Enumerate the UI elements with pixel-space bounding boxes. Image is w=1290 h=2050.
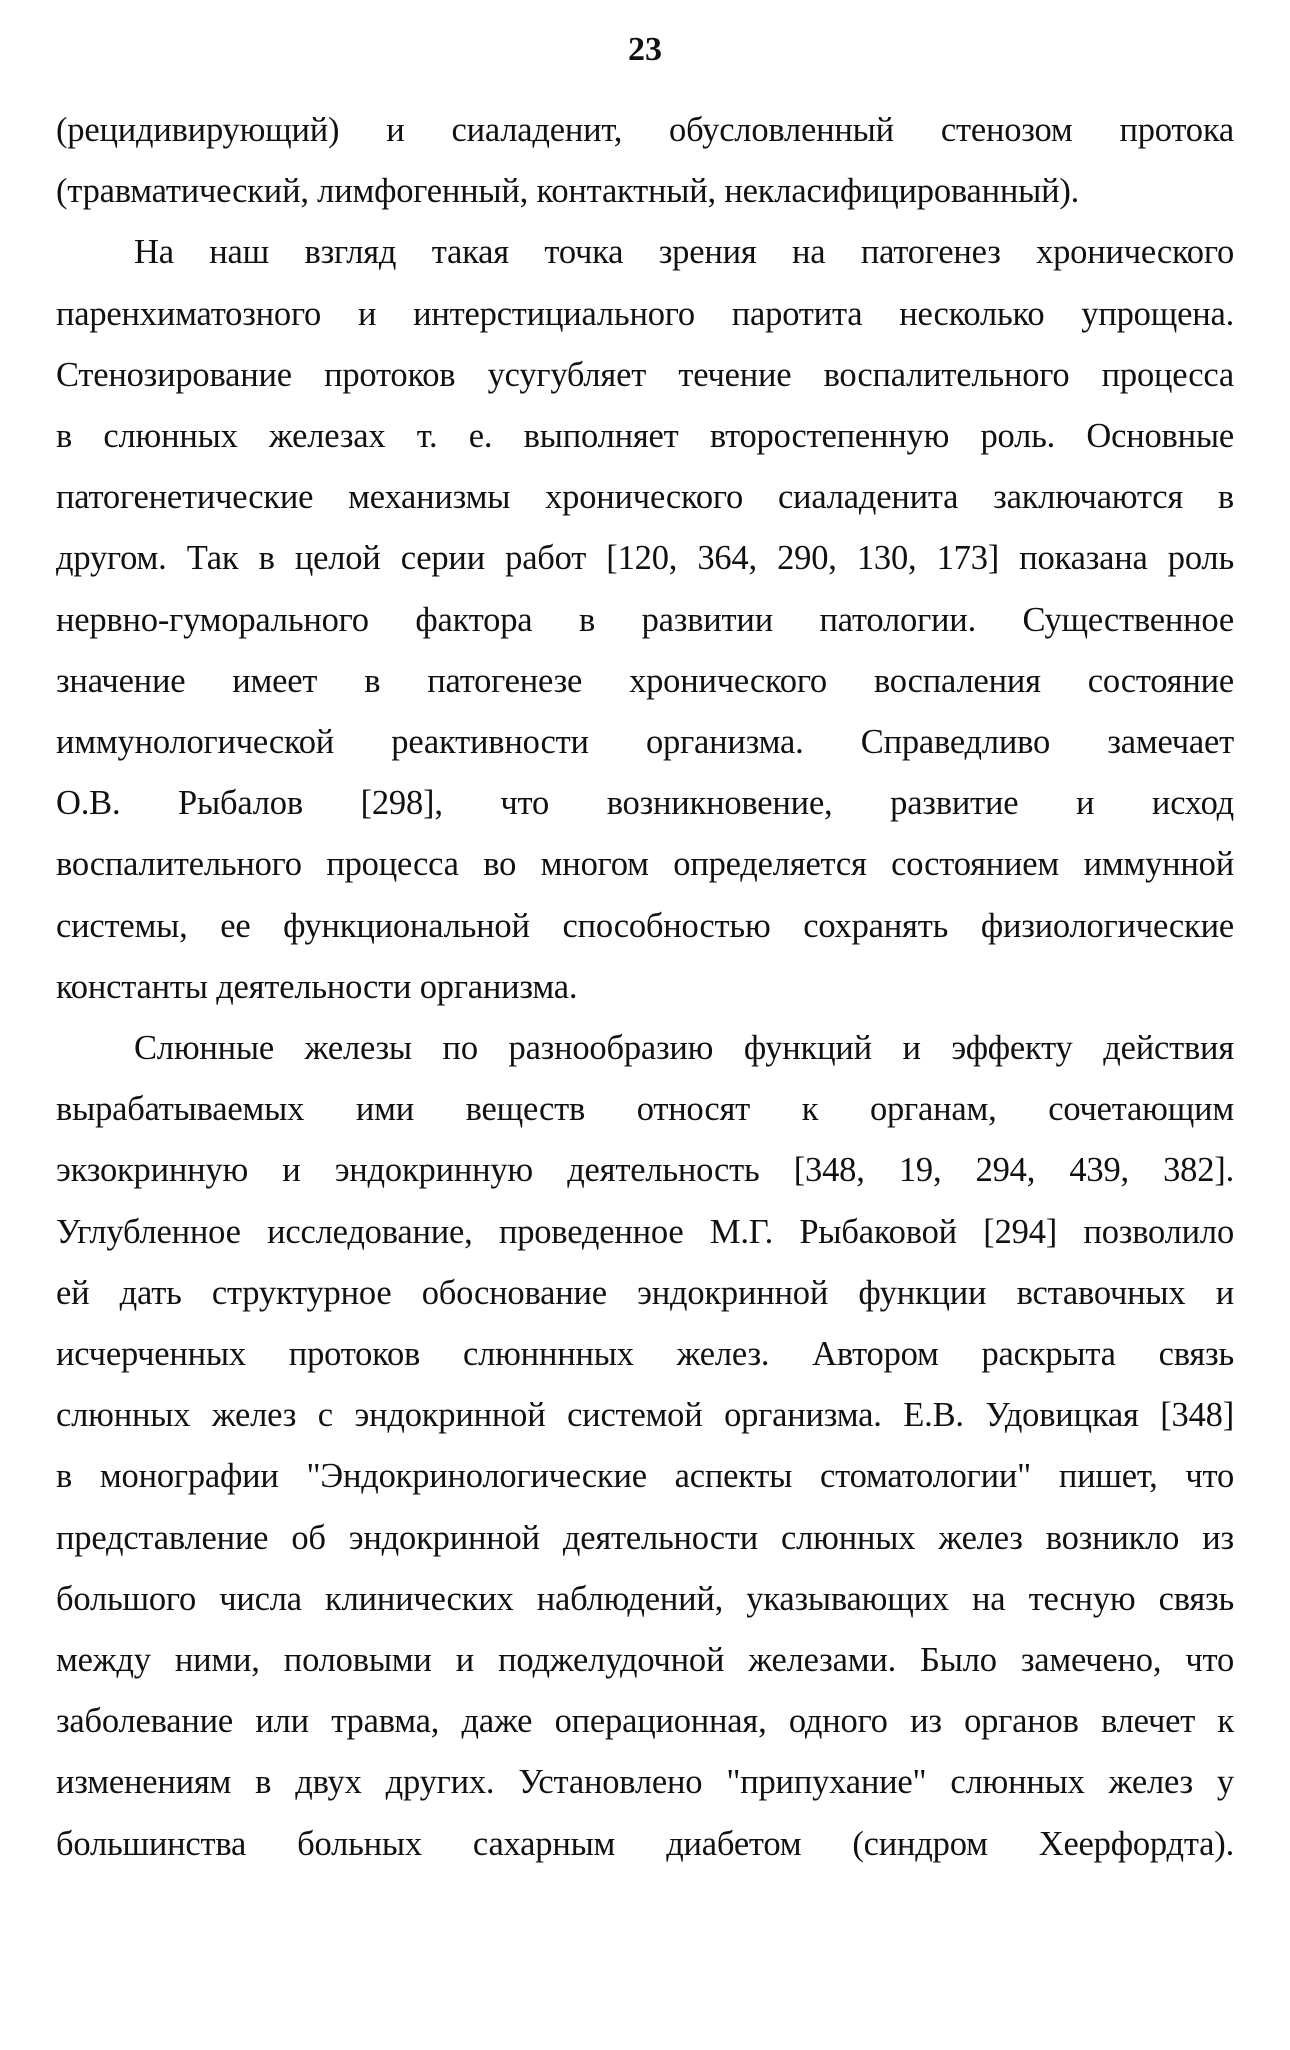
text-line: ей дать структурное обоснование эндокринной функции вставочных и	[56, 1273, 1234, 1312]
paragraph-1	[56, 100, 1234, 222]
text-line: системы, ее функциональной способностью сохранять физиологические	[56, 906, 1234, 945]
text-line: изменениям в двух других. Установлено "припухание" слюнных желез у	[56, 1763, 1234, 1802]
text-line: экзокринную и эндокринную деятельность [348, 19, 294, 439, 382].	[56, 1151, 1234, 1190]
text-line: значение имеет в патогенезе хронического воспаления состояние	[56, 661, 1234, 700]
text-line: Слюнные железы по разнообразию функций и эффекту действия	[134, 1029, 1234, 1068]
paragraph-2	[56, 222, 1234, 1018]
text-line: заболевание или травма, даже операционная, одного из органов влечет к	[56, 1702, 1234, 1741]
page-number: 23	[628, 31, 662, 68]
text-line: О.В. Рыбалов [298], что возникновение, развитие и исход	[56, 784, 1234, 823]
text-line: в монографии "Эндокринологические аспекты стоматологии" пишет, что	[56, 1457, 1234, 1496]
text-line: (травматический, лимфогенный, контактный, некласифицированный).	[56, 172, 1080, 211]
text-line: в слюнных железах т. е. выполняет второстепенную роль. Основные	[56, 417, 1234, 456]
paragraph-3	[56, 1018, 1234, 1875]
text-line: Углубленное исследование, проведенное М.Г. Рыбаковой [294] позволило	[56, 1212, 1234, 1251]
text-line: между ними, половыми и поджелудочной железами. Было замечено, что	[56, 1641, 1234, 1680]
text-line: слюнных желез с эндокринной системой организма. Е.В. Удовицкая [348]	[56, 1396, 1234, 1435]
text-line: воспалительного процесса во многом определяется состоянием иммунной	[56, 845, 1234, 884]
text-line: Стенозирование протоков усугубляет течение воспалительного процесса	[56, 355, 1234, 394]
text-line: иммунологической реактивности организма. Справедливо замечает	[56, 723, 1234, 762]
text-line: нервно-гуморального фактора в развитии патологии. Существенное	[56, 600, 1234, 639]
text-body	[56, 100, 1234, 1875]
text-line: патогенетические механизмы хронического сиаладенита заключаются в	[56, 478, 1234, 517]
text-line: исчерченных протоков слюнннных желез. Автором раскрыта связь	[56, 1335, 1234, 1374]
text-line: другом. Так в целой серии работ [120, 364, 290, 130, 173] показана роль	[56, 539, 1234, 578]
text-line: большинства больных сахарным диабетом (синдром Хеерфордта).	[56, 1824, 1234, 1863]
text-line: (рецидивирующий) и сиаладенит, обусловленный стенозом протока	[56, 111, 1234, 149]
text-line: вырабатываемых ими веществ относят к органам, сочетающим	[56, 1090, 1234, 1129]
text-line: представление об эндокринной деятельности слюнных желез возникло из	[56, 1518, 1234, 1557]
text-line: константы деятельности организма.	[56, 967, 578, 1006]
text-line: На наш взгляд такая точка зрения на патогенез хронического	[134, 233, 1234, 272]
text-line: большого числа клинических наблюдений, указывающих на тесную связь	[56, 1579, 1234, 1618]
text-line: паренхиматозного и интерстициального паротита несколько упрощена.	[56, 294, 1234, 333]
